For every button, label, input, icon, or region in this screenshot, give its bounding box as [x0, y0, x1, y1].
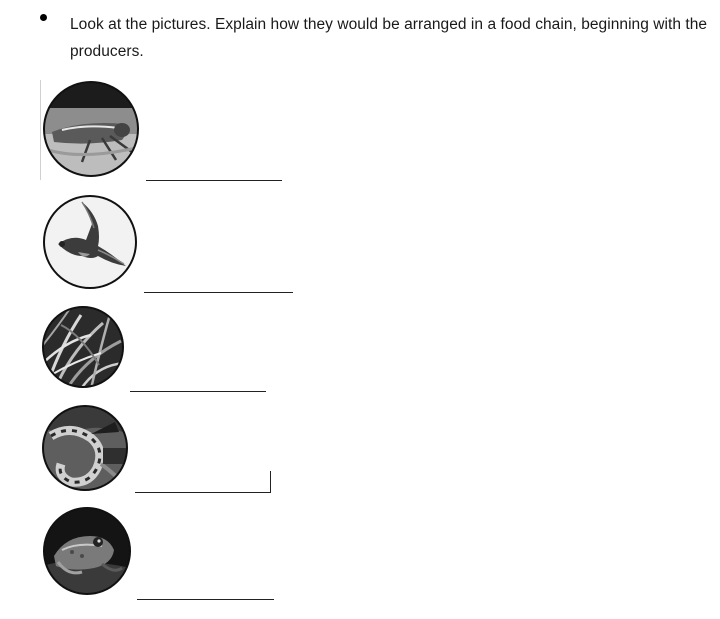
instruction-text: Look at the pictures. Explain how they would be arranged in a food chain, beginning with the producers.	[70, 16, 708, 60]
frog-picture	[42, 506, 132, 596]
answer-line-4[interactable]	[135, 492, 271, 493]
bullet-icon	[40, 14, 47, 21]
text-cursor	[270, 471, 271, 493]
snake-picture	[41, 404, 129, 492]
picture-frame-edge	[40, 80, 41, 180]
hawk-picture	[42, 194, 138, 290]
grasshopper-picture	[42, 80, 140, 178]
answer-line-2[interactable]	[144, 292, 293, 293]
grass-picture	[41, 305, 125, 389]
answer-line-3[interactable]	[130, 391, 266, 392]
answer-line-5[interactable]	[137, 599, 274, 600]
answer-line-1[interactable]	[146, 180, 282, 181]
